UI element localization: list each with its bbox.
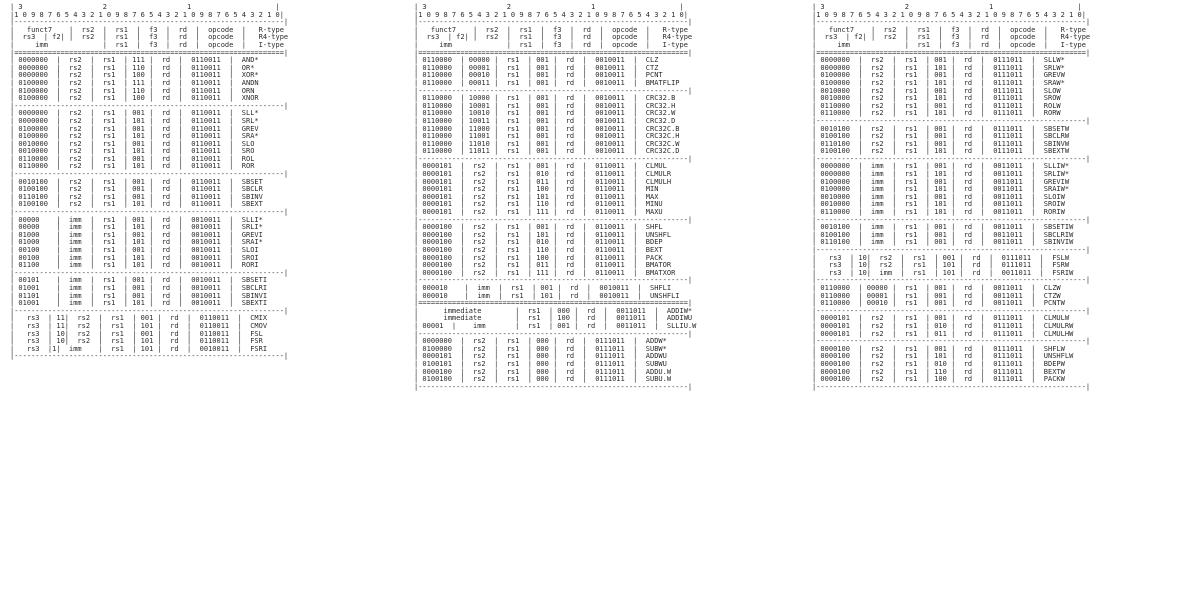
table-line: | 00101 | imm | rs1 | 001 | rd | 0010011 | SBSETI bbox=[10, 276, 268, 285]
table-line: | 0000100 | rs2 | rs1 | 101 | rd | 0111011 | UNSHFLW bbox=[812, 352, 1074, 361]
table-line: | 0000000 | rs2 | rs1 | 101 | rd | 0111011 | SRLW* bbox=[812, 63, 1065, 72]
table-line: |----------------------------------------------------------------| bbox=[414, 86, 693, 95]
table-line: | 01001 | imm | rs1 | 101 | rd | 0010011 | SBEXTI bbox=[10, 299, 268, 308]
table-line: | 0100000 | imm | rs1 | 101 | rd | 0011011 | SRAIW* bbox=[812, 185, 1070, 194]
table-line: | rs3 | 11| rs2 | rs1 | 001 | rd | 0110011 | CMIX bbox=[10, 314, 268, 323]
table-line: | 0010000 | imm | rs1 | 001 | rd | 0011011 | SLOIW bbox=[812, 192, 1065, 201]
table-line: |================================================================| bbox=[812, 48, 1091, 57]
table-line: | 0000101 | rs2 | rs1 | 100 | rd | 0110011 | MIN bbox=[414, 185, 659, 194]
encoding-table-panel-2 bbox=[414, 4, 696, 391]
table-line: | 0110100 | rs2 | rs1 | 001 | rd | 0110011 | SBINV bbox=[10, 192, 263, 201]
table-line: | 0000100 | rs2 | rs1 | 110 | rd | 0111011 | BEXTW bbox=[812, 367, 1065, 376]
table-line: | funct7 | rs2 | rs1 | f3 | rd | opcode | R-type bbox=[414, 25, 688, 34]
table-line: | rs3 | 11| rs2 | rs1 | 101 | rd | 0110011 | CMOV bbox=[10, 321, 268, 330]
table-line: | 0000100 | rs2 | rs1 | 001 | rd | 0110011 | SHFL bbox=[414, 223, 663, 232]
table-line: | 0000000 | rs2 | rs1 | 101 | rd | 0110011 | SRL* bbox=[10, 116, 259, 125]
table-line: | 0100000 | rs2 | rs1 | 001 | rd | 0111011 | GREVW bbox=[812, 71, 1065, 80]
table-line: | 0000000 | rs2 | rs1 | 111 | rd | 0110011 | AND* bbox=[10, 56, 259, 65]
table-line: |----------------------------------------------------------------| bbox=[414, 276, 693, 285]
table-line: |----------------------------------------------------------------| bbox=[812, 337, 1091, 346]
encoding-table-panel-1 bbox=[10, 4, 288, 361]
table-line: | 0000100 | rs2 | rs1 | 000 | rd | 0111011 | ADDU.W bbox=[414, 367, 672, 376]
table-line: | 0100000 | rs2 | rs1 | 101 | rd | 0110011 | SRA* bbox=[10, 132, 259, 141]
table-line: | 0000000 | rs2 | rs1 | 001 | rd | 0111011 | SLLW* bbox=[812, 56, 1065, 65]
table-line: | rs3 |1| imm | rs1 | 101 | rd | 0010011 | FSRI bbox=[10, 344, 268, 353]
table-line: | 0100100 | rs2 | rs1 | 000 | rd | 0111011 | SUBU.W bbox=[414, 375, 672, 384]
table-line: | 0010000 | rs2 | rs1 | 001 | rd | 0111011 | SLOW bbox=[812, 86, 1061, 95]
table-line: | funct7 | rs2 | rs1 | f3 | rd | opcode | R-type bbox=[10, 25, 284, 34]
table-line: | 0110000 | 00010 | rs1 | 001 | rd | 0010011 | PCNT bbox=[414, 71, 663, 80]
table-line: | rs3 | f2| | rs2 | rs1 | f3 | rd | opcode | R4-type bbox=[812, 33, 1091, 42]
table-line: | imm | rs1 | f3 | rd | opcode | I-type bbox=[414, 40, 688, 49]
table-line: | 0110000 | 00001 | rs1 | 001 | rd | 0011011 | CTZW bbox=[812, 291, 1061, 300]
table-line: | 0010000 | rs2 | rs1 | 101 | rd | 0111011 | SROW bbox=[812, 94, 1061, 103]
table-line: | 0000101 | rs2 | rs1 | 010 | rd | 0110011 | CLMULR bbox=[414, 170, 672, 179]
table-line: | rs3 | 10| rs2 | rs1 | 101 | rd | 0110011 | FSR bbox=[10, 337, 263, 346]
table-line: | 0010100 | rs2 | rs1 | 001 | rd | 0110011 | SBSET bbox=[10, 177, 263, 186]
table-line: | 0110000 | 11011 | rs1 | 001 | rd | 0010011 | CRC32C.D bbox=[414, 147, 680, 156]
table-line: |----------------------------------------------------------------| bbox=[414, 18, 693, 27]
table-line: | 0100000 | imm | rs1 | 001 | rd | 0011011 | GREVIW bbox=[812, 177, 1070, 186]
table-line: | 0110000 | rs2 | rs1 | 001 | rd | 0110011 | ROL bbox=[10, 154, 255, 163]
table-line: | 0000101 | rs2 | rs1 | 111 | rd | 0110011 | MAXU bbox=[414, 208, 663, 217]
table-line: |----------------------------------------------------------------| bbox=[812, 276, 1091, 285]
table-line: | 0110000 | 10000 | rs1 | 001 | rd | 0010011 | CRC32.B bbox=[414, 94, 676, 103]
table-line: | 3 2 1 | bbox=[10, 3, 280, 11]
table-line: | 0000000 | imm | rs1 | 001 | rd | 0011011 | SLLIW* bbox=[812, 162, 1070, 171]
table-line: | 000010 | imm | rs1 | 001 | rd | 0010011 | SHFLI bbox=[414, 283, 672, 292]
table-line: | 0110000 | imm | rs1 | 101 | rd | 0011011 | RORIW bbox=[812, 208, 1065, 217]
table-line: | 0000101 | rs2 | rs1 | 011 | rd | 0110011 | CLMULH bbox=[414, 177, 672, 186]
table-line: | 0010100 | rs2 | rs1 | 001 | rd | 0111011 | SBSETW bbox=[812, 124, 1070, 133]
table-line: | 01101 | imm | rs1 | 001 | rd | 0010011 | SBINVI bbox=[10, 291, 268, 300]
table-line: | 0000101 | rs2 | rs1 | 011 | rd | 0111011 | CLMULHW bbox=[812, 329, 1074, 338]
table-line: | 0000101 | rs2 | rs1 | 001 | rd | 0111011 | CLMULW bbox=[812, 314, 1070, 323]
table-line: |----------------------------------------------------------------| bbox=[414, 215, 693, 224]
table-line: |----------------------------------------------------------------| bbox=[812, 246, 1091, 254]
table-line: | 0000000 | rs2 | rs1 | 100 | rd | 0110011 | XOR* bbox=[10, 71, 259, 80]
table-line: | 0000100 | rs2 | rs1 | 100 | rd | 0110011 | PACK bbox=[414, 253, 663, 262]
table-line: |----------------------------------------------------------------| bbox=[414, 329, 693, 338]
table-line: | 0110100 | imm | rs1 | 001 | rd | 0011011 | SBINVIW bbox=[812, 238, 1074, 247]
table-line: | 0000101 | rs2 | rs1 | 110 | rd | 0110011 | MINU bbox=[414, 200, 663, 209]
table-line: |================================================================| bbox=[414, 48, 693, 57]
table-line: | 0000101 | rs2 | rs1 | 000 | rd | 0111011 | ADDWU bbox=[414, 352, 667, 361]
table-line: | 00000 | imm | rs1 | 101 | rd | 0010011 | SRLI* bbox=[10, 223, 263, 232]
table-line: |1 0 9 8 7 6 5 4 3 2 1 0 9 8 7 6 5 4 3 2 1 0 9 8 7 6 5 4 3 2 1 0| bbox=[414, 10, 688, 19]
table-line: | 0110000 | 00011 | rs1 | 001 | rd | 0010011 | BMATFLIP bbox=[414, 78, 680, 87]
table-line: | 0100100 | rs2 | rs1 | 101 | rd | 0111011 | SBEXTW bbox=[812, 147, 1070, 156]
table-line: | 0110100 | rs2 | rs1 | 001 | rd | 0111011 | SBINVW bbox=[812, 139, 1070, 148]
table-line: | 0000100 | rs2 | rs1 | 001 | rd | 0111011 | SHFLW bbox=[812, 344, 1065, 353]
table-line: | 0000101 | rs2 | rs1 | 010 | rd | 0111011 | CLMULRW bbox=[812, 321, 1074, 330]
table-line: | 0010100 | imm | rs1 | 001 | rd | 0011011 | SBSETIW bbox=[812, 223, 1074, 232]
table-line: | rs3 | 10| imm | rs1 | 101 | rd | 0011011 | FSRIW bbox=[812, 268, 1074, 277]
table-line: | imm | rs1 | f3 | rd | opcode | I-type bbox=[10, 40, 284, 49]
table-line: |----------------------------------------------------------------| bbox=[10, 268, 289, 277]
table-line: |================================================================| bbox=[414, 299, 693, 308]
table-line: | 0000000 | imm | rs1 | 101 | rd | 0011011 | SRLIW* bbox=[812, 170, 1070, 179]
table-line: | 0110000 | 10001 | rs1 | 001 | rd | 0010011 | CRC32.H bbox=[414, 101, 676, 110]
table-line: | 0010000 | imm | rs1 | 101 | rd | 0011011 | SROIW bbox=[812, 200, 1065, 209]
table-line: | funct7 | rs2 | rs1 | f3 | rd | opcode | R-type bbox=[812, 25, 1086, 34]
table-line: | rs3 | f2| | rs2 | rs1 | f3 | rd | opcode | R4-type bbox=[10, 33, 289, 42]
table-line: | immediate | rs1 | 100 | rd | 0011011 | ADDIWU bbox=[414, 314, 693, 323]
table-line: | rs3 | 10| rs2 | rs1 | 001 | rd | 0110011 | FSL bbox=[10, 329, 263, 338]
table-line: | 0000100 | rs2 | rs1 | 010 | rd | 0110011 | BDEP bbox=[414, 238, 663, 247]
table-line: | 0100100 | imm | rs1 | 001 | rd | 0011011 | SBCLRIW bbox=[812, 230, 1074, 239]
table-line: |----------------------------------------------------------------| bbox=[812, 215, 1091, 224]
table-line: |----------------------------------------------------------------| bbox=[10, 208, 289, 217]
table-line: | rs3 | f2| | rs2 | rs1 | f3 | rd | opcode | R4-type bbox=[414, 33, 693, 42]
table-line: | 0110000 | rs2 | rs1 | 101 | rd | 0110011 | ROR bbox=[10, 162, 255, 171]
table-line: | 0100100 | rs2 | rs1 | 001 | rd | 0111011 | SBCLRW bbox=[812, 132, 1070, 141]
table-line: | 0010000 | rs2 | rs1 | 101 | rd | 0110011 | SRO bbox=[10, 147, 255, 156]
encoding-table-panel-3 bbox=[812, 4, 1090, 391]
table-line: |----------------------------------------------------------------| bbox=[10, 306, 289, 315]
table-line: |----------------------------------------------------------------| bbox=[10, 170, 289, 179]
table-line: | rs3 | 10| rs2 | rs1 | 101 | rd | 0111011 | FSRW bbox=[812, 261, 1070, 270]
table-line: | 0100100 | rs2 | rs1 | 001 | rd | 0110011 | SBCLR bbox=[10, 185, 263, 194]
table-line: | 0000100 | rs2 | rs1 | 101 | rd | 0110011 | UNSHFL bbox=[414, 230, 672, 239]
table-line: | 0100000 | rs2 | rs1 | 000 | rd | 0111011 | SUBW* bbox=[414, 344, 667, 353]
table-line: | 01000 | imm | rs1 | 101 | rd | 0010011 | SRAI* bbox=[10, 238, 263, 247]
table-line: | 0100000 | rs2 | rs1 | 101 | rd | 0111011 | SRAW* bbox=[812, 78, 1065, 87]
table-line: | 3 2 1 | bbox=[812, 3, 1082, 11]
table-line: | 0010000 | rs2 | rs1 | 001 | rd | 0110011 | SLO bbox=[10, 139, 255, 148]
table-line: | 01100 | imm | rs1 | 101 | rd | 0010011 | RORI bbox=[10, 261, 259, 270]
table-line: | 0110000 | 00001 | rs1 | 001 | rd | 0010011 | CTZ bbox=[414, 63, 659, 72]
table-line: |----------------------------------------------------------------| bbox=[10, 18, 289, 27]
table-line: |----------------------------------------------------------------| bbox=[414, 382, 693, 391]
table-line: | 00000 | imm | rs1 | 001 | rd | 0010011 | SLLI* bbox=[10, 215, 263, 224]
table-line: | 0110000 | 00010 | rs1 | 001 | rd | 0011011 | PCNTW bbox=[812, 299, 1065, 308]
table-line: | rs3 | 10| rs2 | rs1 | 001 | rd | 0111011 | FSLW bbox=[812, 253, 1070, 262]
table-line: | 0000101 | rs2 | rs1 | 101 | rd | 0110011 | MAX bbox=[414, 192, 659, 201]
table-line: | 0000100 | rs2 | rs1 | 100 | rd | 0111011 | PACKW bbox=[812, 375, 1065, 384]
table-line: | 0110000 | 11000 | rs1 | 001 | rd | 0010011 | CRC32C.B bbox=[414, 124, 680, 133]
table-line: | 0000100 | rs2 | rs1 | 110 | rd | 0110011 | BEXT bbox=[414, 246, 663, 254]
table-line: |----------------------------------------------------------------| bbox=[10, 352, 289, 361]
table-line: | 0100000 | rs2 | rs1 | 110 | rd | 0110011 | ORN bbox=[10, 86, 255, 95]
table-line: | 0110000 | rs2 | rs1 | 001 | rd | 0111011 | ROLW bbox=[812, 101, 1061, 110]
table-line: | 01000 | imm | rs1 | 001 | rd | 0010011 | GREVI bbox=[10, 230, 263, 239]
table-line: | 00100 | imm | rs1 | 101 | rd | 0010011 | SROI bbox=[10, 253, 259, 262]
table-line: |================================================================| bbox=[10, 48, 289, 57]
table-line: |----------------------------------------------------------------| bbox=[10, 101, 289, 110]
table-line: | 0000000 | rs2 | rs1 | 110 | rd | 0110011 | OR* bbox=[10, 63, 255, 72]
table-line: |----------------------------------------------------------------| bbox=[812, 306, 1091, 315]
table-line: |----------------------------------------------------------------| bbox=[812, 18, 1091, 27]
table-line: | 0000100 | rs2 | rs1 | 011 | rd | 0110011 | BMATOR bbox=[414, 261, 672, 270]
table-line: | 0110000 | 11010 | rs1 | 001 | rd | 0010011 | CRC32C.W bbox=[414, 139, 680, 148]
table-line: | 0110000 | 00000 | rs1 | 001 | rd | 0010011 | CLZ bbox=[414, 56, 659, 65]
table-line: | 0100000 | rs2 | rs1 | 111 | rd | 0110011 | ANDN bbox=[10, 78, 259, 87]
table-line: | 0000000 | rs2 | rs1 | 000 | rd | 0111011 | ADDW* bbox=[414, 337, 667, 346]
table-line: | 01001 | imm | rs1 | 001 | rd | 0010011 | SBCLRI bbox=[10, 283, 268, 292]
table-line: | 0100100 | rs2 | rs1 | 101 | rd | 0110011 | SBEXT bbox=[10, 200, 263, 209]
table-line: | 0110000 | 11001 | rs1 | 001 | rd | 0010011 | CRC32C.H bbox=[414, 132, 680, 141]
table-line: | 0100101 | rs2 | rs1 | 000 | rd | 0111011 | SUBWU bbox=[414, 359, 667, 368]
table-line: | 0000101 | rs2 | rs1 | 001 | rd | 0110011 | CLMUL bbox=[414, 162, 667, 171]
table-line: | 3 2 1 | bbox=[414, 3, 684, 11]
table-line: | 000010 | imm | rs1 | 101 | rd | 0010011 | UNSHFLI bbox=[414, 291, 680, 300]
table-line: | 0000000 | rs2 | rs1 | 001 | rd | 0110011 | SLL* bbox=[10, 109, 259, 118]
table-line: | 0100000 | rs2 | rs1 | 001 | rd | 0110011 | GREV bbox=[10, 124, 259, 133]
table-line: | 0110000 | 10011 | rs1 | 001 | rd | 0010011 | CRC32.D bbox=[414, 116, 676, 125]
table-line: | 0000100 | rs2 | rs1 | 111 | rd | 0110011 | BMATXOR bbox=[414, 268, 676, 277]
table-line: | 0000100 | rs2 | rs1 | 010 | rd | 0111011 | BDEPW bbox=[812, 359, 1065, 368]
table-line: |1 0 9 8 7 6 5 4 3 2 1 0 9 8 7 6 5 4 3 2 1 0 9 8 7 6 5 4 3 2 1 0| bbox=[10, 10, 284, 19]
table-line: | imm | rs1 | f3 | rd | opcode | I-type bbox=[812, 40, 1086, 49]
table-line: |----------------------------------------------------------------| bbox=[812, 116, 1091, 125]
table-line: |----------------------------------------------------------------| bbox=[812, 382, 1091, 391]
table-line: | 0110000 | 10010 | rs1 | 001 | rd | 0010011 | CRC32.W bbox=[414, 109, 676, 118]
table-line: | 0110000 | rs2 | rs1 | 101 | rd | 0111011 | RORW bbox=[812, 109, 1061, 118]
table-line: | 0110000 | 00000 | rs1 | 001 | rd | 0011011 | CLZW bbox=[812, 283, 1061, 292]
table-line: |----------------------------------------------------------------| bbox=[812, 154, 1091, 163]
table-line: | immediate | rs1 | 000 | rd | 0011011 | ADDIW* bbox=[414, 306, 693, 315]
table-line: |1 0 9 8 7 6 5 4 3 2 1 0 9 8 7 6 5 4 3 2 1 0 9 8 7 6 5 4 3 2 1 0| bbox=[812, 10, 1086, 19]
table-line: | 00001 | imm | rs1 | 001 | rd | 0011011 | SLLIU.W bbox=[414, 321, 697, 330]
table-line: | 0100000 | rs2 | rs1 | 100 | rd | 0110011 | XNOR bbox=[10, 94, 259, 103]
table-line: | 00100 | imm | rs1 | 001 | rd | 0010011 | SLOI bbox=[10, 246, 259, 254]
table-line: |----------------------------------------------------------------| bbox=[414, 154, 693, 163]
